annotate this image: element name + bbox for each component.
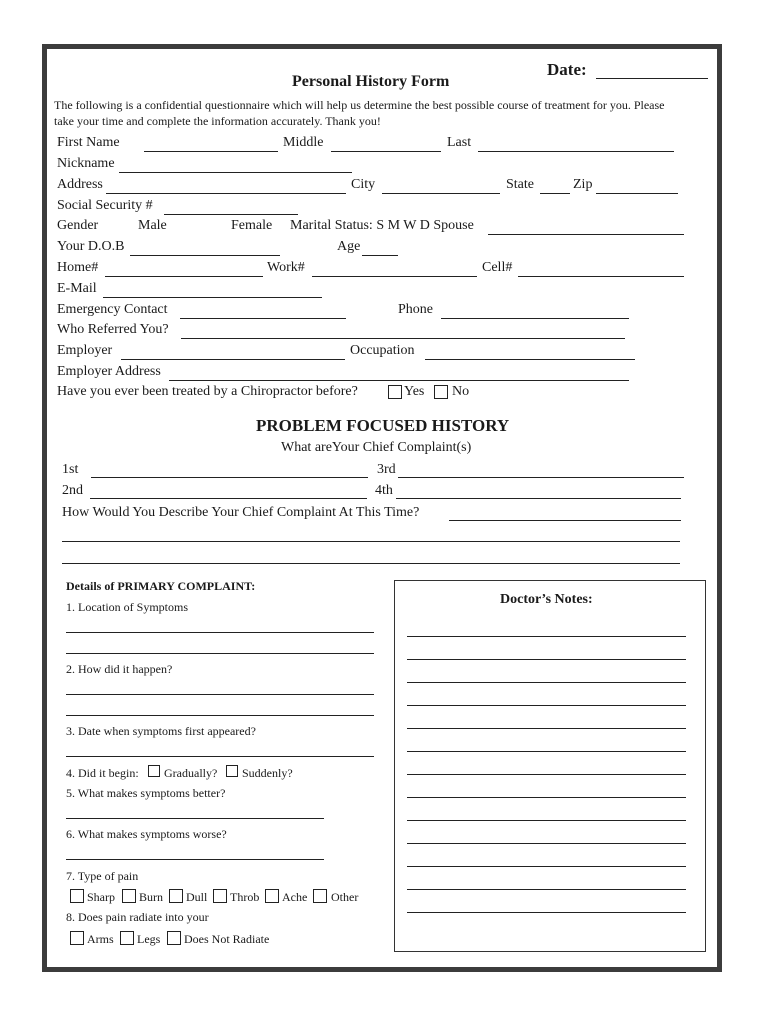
referred-field[interactable] xyxy=(181,338,625,339)
employer-address-label: Employer Address xyxy=(57,364,161,379)
marital-status-label: Marital Status: S M W D Spouse xyxy=(290,218,474,233)
dob-field[interactable] xyxy=(130,255,280,256)
burn-label: Burn xyxy=(139,890,163,904)
cell-phone-field[interactable] xyxy=(518,276,684,277)
intro-line-2: take your time and complete the information accurately. Thank you! xyxy=(54,114,381,128)
doctors-notes-line[interactable] xyxy=(407,728,686,729)
describe-complaint-line-3[interactable] xyxy=(62,563,680,564)
last-name-field[interactable] xyxy=(478,151,674,152)
arms-checkbox[interactable] xyxy=(70,931,84,945)
gradually-label: Gradually? xyxy=(164,766,218,780)
other-label: Other xyxy=(331,890,359,904)
dull-label: Dull xyxy=(186,890,208,904)
occupation-field[interactable] xyxy=(425,359,635,360)
chiro-yes-checkbox[interactable] xyxy=(388,385,402,399)
q3-line-1[interactable] xyxy=(66,756,374,757)
zip-label: Zip xyxy=(573,177,593,192)
gender-label: Gender xyxy=(57,218,99,233)
employer-field[interactable] xyxy=(121,359,345,360)
q5-line-1[interactable] xyxy=(66,818,324,819)
complaint-3rd-label: 3rd xyxy=(377,462,396,477)
occupation-label: Occupation xyxy=(350,343,415,358)
q1-location-label: 1. Location of Symptoms xyxy=(66,600,188,614)
employer-label: Employer xyxy=(57,343,113,358)
intro-line-1: The following is a confidential questionnaire which will help us determine the best possible course of treatment for you. Please xyxy=(54,98,665,112)
doctors-notes-title: Doctor’s Notes: xyxy=(500,592,593,607)
q5-better-label: 5. What makes symptoms better? xyxy=(66,786,226,800)
complaint-1st-label: 1st xyxy=(62,462,79,477)
chief-complaint-subheading: What areYour Chief Complaint(s) xyxy=(281,440,472,455)
date-label: Date: xyxy=(547,60,587,79)
state-label: State xyxy=(506,177,534,192)
burn-checkbox[interactable] xyxy=(122,889,136,903)
employer-address-field[interactable] xyxy=(169,380,629,381)
email-label: E-Mail xyxy=(57,281,97,296)
q1-line-2[interactable] xyxy=(66,653,374,654)
doctors-notes-line[interactable] xyxy=(407,705,686,706)
city-field[interactable] xyxy=(382,193,500,194)
dob-label: Your D.O.B xyxy=(57,239,125,254)
chiro-question-label: Have you ever been treated by a Chiropractor before? xyxy=(57,384,358,399)
q2-how-label: 2. How did it happen? xyxy=(66,662,173,676)
throb-checkbox[interactable] xyxy=(213,889,227,903)
doctors-notes-line[interactable] xyxy=(407,636,686,637)
complaint-4th-field[interactable] xyxy=(396,498,681,499)
cell-phone-label: Cell# xyxy=(482,260,513,275)
first-name-field[interactable] xyxy=(144,151,278,152)
ssn-label: Social Security # xyxy=(57,198,153,213)
ache-label: Ache xyxy=(282,890,308,904)
q6-worse-label: 6. What makes symptoms worse? xyxy=(66,827,227,841)
last-name-label: Last xyxy=(447,135,472,150)
complaint-1st-field[interactable] xyxy=(91,477,368,478)
doctors-notes-line[interactable] xyxy=(407,774,686,775)
address-label: Address xyxy=(57,177,103,192)
emergency-contact-field[interactable] xyxy=(180,318,346,319)
email-field[interactable] xyxy=(103,297,322,298)
chiro-no-checkbox[interactable] xyxy=(434,385,448,399)
q2-line-1[interactable] xyxy=(66,694,374,695)
doctors-notes-line[interactable] xyxy=(407,797,686,798)
doctors-notes-line[interactable] xyxy=(407,751,686,752)
q1-line-1[interactable] xyxy=(66,632,374,633)
throb-label: Throb xyxy=(230,890,260,904)
sharp-checkbox[interactable] xyxy=(70,889,84,903)
q4-begin-label: 4. Did it begin: xyxy=(66,766,139,780)
dull-checkbox[interactable] xyxy=(169,889,183,903)
age-field[interactable] xyxy=(362,255,398,256)
details-heading: Details of PRIMARY COMPLAINT: xyxy=(66,579,256,593)
nickname-label: Nickname xyxy=(57,156,115,171)
ssn-field[interactable] xyxy=(164,214,298,215)
complaint-3rd-field[interactable] xyxy=(398,477,684,478)
home-phone-label: Home# xyxy=(57,260,99,275)
doctors-notes-line[interactable] xyxy=(407,889,686,890)
home-phone-field[interactable] xyxy=(105,276,263,277)
no-radiate-checkbox[interactable] xyxy=(167,931,181,945)
date-field[interactable] xyxy=(596,78,708,79)
middle-name-field[interactable] xyxy=(331,151,441,152)
other-checkbox[interactable] xyxy=(313,889,327,903)
work-phone-label: Work# xyxy=(267,260,305,275)
doctors-notes-line[interactable] xyxy=(407,843,686,844)
chiro-no-label: No xyxy=(452,384,470,399)
address-field[interactable] xyxy=(106,193,346,194)
gender-male-option[interactable]: Male xyxy=(138,218,167,233)
middle-name-label: Middle xyxy=(283,135,324,150)
first-name-label: First Name xyxy=(57,135,120,150)
chiro-yes-label: Yes xyxy=(404,384,425,399)
state-field[interactable] xyxy=(540,193,570,194)
complaint-2nd-field[interactable] xyxy=(90,498,367,499)
doctors-notes-line[interactable] xyxy=(407,659,686,660)
gender-female-option[interactable]: Female xyxy=(231,218,273,233)
q8-radiate-label: 8. Does pain radiate into your xyxy=(66,910,209,924)
q6-line-1[interactable] xyxy=(66,859,324,860)
emergency-phone-label: Phone xyxy=(398,302,433,317)
problem-heading: PROBLEM FOCUSED HISTORY xyxy=(256,416,510,435)
work-phone-field[interactable] xyxy=(312,276,477,277)
no-radiate-label: Does Not Radiate xyxy=(184,932,270,946)
sharp-label: Sharp xyxy=(87,890,115,904)
doctors-notes-line[interactable] xyxy=(407,682,686,683)
doctors-notes-line[interactable] xyxy=(407,912,686,913)
form-title: Personal History Form xyxy=(292,73,450,90)
referred-label: Who Referred You? xyxy=(57,322,169,337)
emergency-phone-field[interactable] xyxy=(441,318,629,319)
legs-checkbox[interactable] xyxy=(120,931,134,945)
complaint-2nd-label: 2nd xyxy=(62,483,83,498)
spouse-field[interactable] xyxy=(488,234,684,235)
ache-checkbox[interactable] xyxy=(265,889,279,903)
age-label: Age xyxy=(337,239,361,254)
describe-complaint-line-2[interactable] xyxy=(62,541,680,542)
zip-field[interactable] xyxy=(596,193,678,194)
q3-date-label: 3. Date when symptoms first appeared? xyxy=(66,724,256,738)
doctors-notes-line[interactable] xyxy=(407,866,686,867)
emergency-contact-label: Emergency Contact xyxy=(57,302,168,317)
arms-label: Arms xyxy=(87,932,114,946)
suddenly-checkbox[interactable] xyxy=(226,765,238,777)
describe-complaint-label: How Would You Describe Your Chief Complaint At This Time? xyxy=(62,505,420,520)
describe-complaint-field[interactable] xyxy=(449,520,681,521)
q7-pain-type-label: 7. Type of pain xyxy=(66,869,139,883)
gradually-checkbox[interactable] xyxy=(148,765,160,777)
complaint-4th-label: 4th xyxy=(375,483,393,498)
suddenly-label: Suddenly? xyxy=(242,766,293,780)
doctors-notes-line[interactable] xyxy=(407,820,686,821)
city-label: City xyxy=(351,177,376,192)
legs-label: Legs xyxy=(137,932,161,946)
q2-line-2[interactable] xyxy=(66,715,374,716)
nickname-field[interactable] xyxy=(119,172,352,173)
